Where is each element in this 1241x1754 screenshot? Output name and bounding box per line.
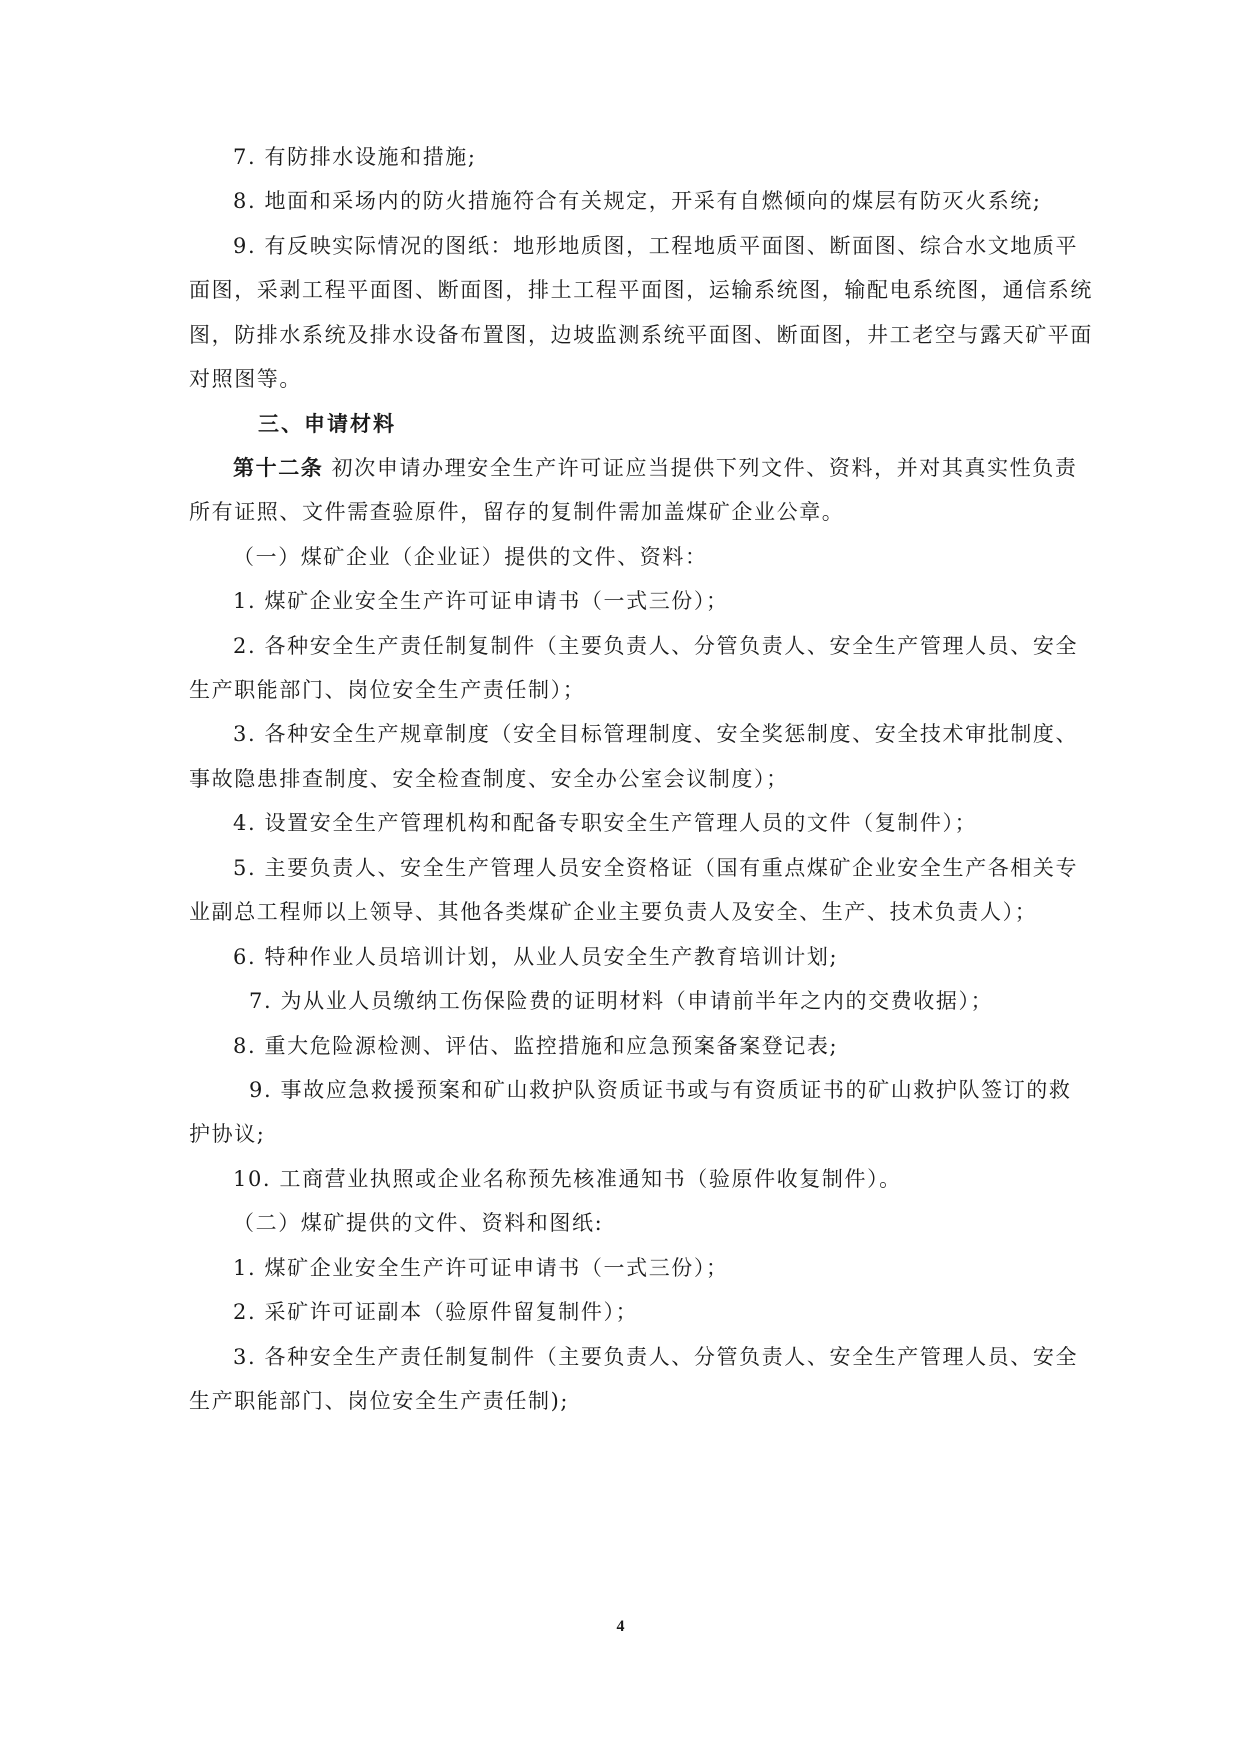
subsection-1-item-3-line1: 3. 各种安全生产规章制度（安全目标管理制度、安全奖惩制度、安全技术审批制度、 bbox=[233, 722, 1079, 746]
article-12-text: 初次申请办理安全生产许可证应当提供下列文件、资料，并对其真实性负责 bbox=[323, 456, 1078, 480]
subsection-1-item-2-line1: 2. 各种安全生产责任制复制件（主要负责人、分管负责人、安全生产管理人员、安全 bbox=[233, 634, 1079, 658]
subsection-1-item-2-line2: 生产职能部门、岗位安全生产责任制）； bbox=[189, 678, 586, 702]
subsection-1-item-5-line1: 5. 主要负责人、安全生产管理人员安全资格证（国有重点煤矿企业安全生产各相关专 bbox=[233, 856, 1079, 880]
subsection-1-item-1: 1. 煤矿企业安全生产许可证申请书（一式三份）； bbox=[233, 589, 729, 613]
item-9-drawings-line4: 对照图等。 bbox=[189, 367, 302, 391]
article-12-line2: 所有证照、文件需查验原件，留存的复制件需加盖煤矿企业公章。 bbox=[189, 500, 845, 524]
item-7-drainage: 7. 有防排水设施和措施; bbox=[233, 145, 477, 169]
section-heading-application-materials: 三、申请材料 bbox=[258, 411, 396, 436]
subsection-2-item-2: 2. 采矿许可证副本（验原件留复制件）； bbox=[233, 1300, 639, 1324]
article-12-label: 第十二条 bbox=[233, 455, 324, 480]
item-8-fire-prevention: 8. 地面和采场内的防火措施符合有关规定，开采有自燃倾向的煤层有防灭火系统; bbox=[233, 189, 1042, 213]
subsection-1-item-9-line2: 护协议; bbox=[189, 1122, 266, 1146]
subsection-1-heading: （一）煤矿企业（企业证）提供的文件、资料： bbox=[233, 545, 708, 569]
subsection-2-item-1: 1. 煤矿企业安全生产许可证申请书（一式三份）； bbox=[233, 1256, 729, 1280]
subsection-2-item-3-line2: 生产职能部门、岗位安全生产责任制); bbox=[189, 1389, 570, 1413]
subsection-1-item-3-line2: 事故隐患排查制度、安全检查制度、安全办公室会议制度）； bbox=[189, 767, 789, 791]
subsection-2-heading: （二）煤矿提供的文件、资料和图纸: bbox=[233, 1211, 604, 1235]
subsection-2-item-3-line1: 3. 各种安全生产责任制复制件（主要负责人、分管负责人、安全生产管理人员、安全 bbox=[233, 1345, 1079, 1369]
item-9-drawings-line3: 图，防排水系统及排水设备布置图，边坡监测系统平面图、断面图，井工老空与露天矿平面 bbox=[189, 323, 1093, 347]
subsection-1-item-5-line2: 业副总工程师以上领导、其他各类煤矿企业主要负责人及安全、生产、技术负责人）； bbox=[189, 900, 1038, 924]
subsection-1-item-8: 8. 重大危险源检测、评估、监控措施和应急预案备案登记表; bbox=[233, 1034, 839, 1058]
subsection-1-item-10: 10. 工商营业执照或企业名称预先核准通知书（验原件收复制件）。 bbox=[233, 1167, 902, 1191]
item-9-drawings-line1: 9. 有反映实际情况的图纸：地形地质图，工程地质平面图、断面图、综合水文地质平 bbox=[233, 234, 1079, 258]
page-number: 4 bbox=[616, 1618, 625, 1635]
subsection-1-item-9-line1: 9. 事故应急救援预案和矿山救护队资质证书或与有资质证书的矿山救护队签订的救 bbox=[249, 1078, 1072, 1102]
article-12-paragraph bbox=[233, 453, 1093, 483]
subsection-1-item-6: 6. 特种作业人员培训计划，从业人员安全生产教育培训计划; bbox=[233, 945, 839, 969]
subsection-1-item-7: 7. 为从业人员缴纳工伤保险费的证明材料（申请前半年之内的交费收据）； bbox=[249, 989, 994, 1013]
item-9-drawings-line2: 面图，采剥工程平面图、断面图，排土工程平面图，运输系统图，输配电系统图，通信系统 bbox=[189, 278, 1093, 302]
subsection-1-item-4: 4. 设置安全生产管理机构和配备专职安全生产管理人员的文件（复制件）； bbox=[233, 811, 978, 835]
